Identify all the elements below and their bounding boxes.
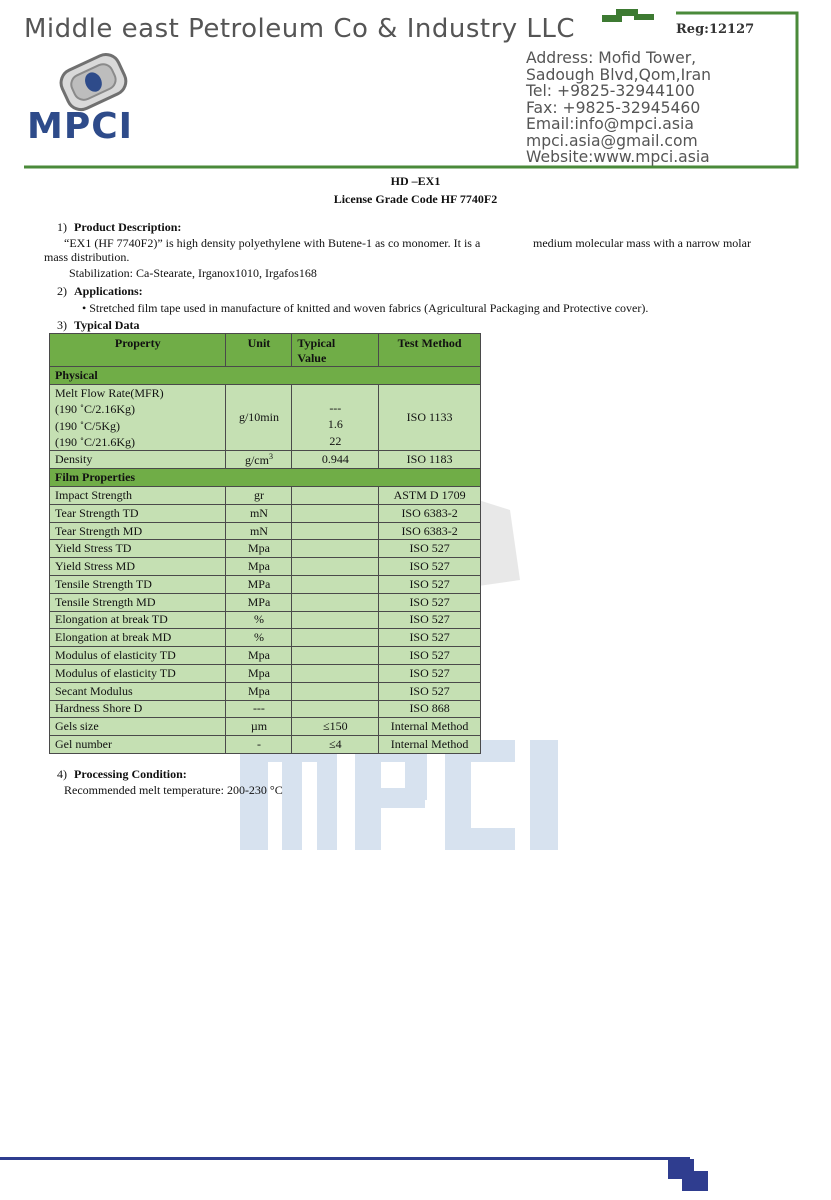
table-row-mfr bbox=[50, 384, 481, 451]
film-value bbox=[292, 576, 379, 594]
section-3-number: 3) bbox=[57, 318, 67, 332]
film-property: Gels size bbox=[50, 718, 226, 736]
film-property: Yield Stress TD bbox=[50, 540, 226, 558]
film-property: Gel number bbox=[50, 736, 226, 754]
film-unit: % bbox=[226, 629, 292, 647]
table-row bbox=[50, 558, 481, 576]
footer-rule bbox=[0, 1157, 690, 1160]
category-row-film bbox=[50, 469, 481, 487]
footer-decoration bbox=[664, 1155, 714, 1195]
density-unit: $g/cm^3$ bbox=[226, 451, 292, 469]
contact-website: Website:www.mpci.asia bbox=[526, 148, 710, 166]
film-value bbox=[292, 647, 379, 665]
film-property: Modulus of elasticity TD bbox=[50, 664, 226, 682]
table-row bbox=[50, 504, 481, 522]
film-unit: % bbox=[226, 611, 292, 629]
table-row bbox=[50, 540, 481, 558]
film-value bbox=[292, 611, 379, 629]
film-method: ISO 527 bbox=[379, 558, 481, 576]
film-unit: Mpa bbox=[226, 647, 292, 665]
film-unit: MPa bbox=[226, 593, 292, 611]
film-unit: Mpa bbox=[226, 540, 292, 558]
description-line-1a: “EX1 (HF 7740F2)” is high density polyethylene with Butene-1 as co monomer. It is a bbox=[64, 236, 481, 250]
film-property: Elongation at break TD bbox=[50, 611, 226, 629]
table-row bbox=[50, 682, 481, 700]
film-unit: gr bbox=[226, 487, 292, 505]
applications-bullet: • Stretched film tape used in manufacture of knitted and woven fabrics (Agricultural Packaging and Protective cover). bbox=[82, 301, 649, 315]
contact-fax: Fax: +9825-32945460 bbox=[526, 98, 701, 117]
film-method: ISO 6383-2 bbox=[379, 504, 481, 522]
density-method: ISO 1183 bbox=[379, 451, 481, 469]
density-property: Density bbox=[50, 451, 226, 469]
film-property: Tensile Strength TD bbox=[50, 576, 226, 594]
contact-address: Address: Mofid Tower, bbox=[526, 49, 697, 67]
film-method: ISO 527 bbox=[379, 576, 481, 594]
table-row bbox=[50, 611, 481, 629]
density-value: 0.944 bbox=[292, 451, 379, 469]
table-row bbox=[50, 487, 481, 505]
film-method: ISO 527 bbox=[379, 540, 481, 558]
table-row bbox=[50, 629, 481, 647]
table-row bbox=[50, 593, 481, 611]
film-property: Modulus of elasticity TD bbox=[50, 647, 226, 665]
section-1-number: 1) bbox=[57, 220, 67, 234]
section-2-heading: Applications: bbox=[74, 284, 143, 298]
category-film-label: Film Properties bbox=[50, 469, 481, 487]
film-property: Impact Strength bbox=[50, 487, 226, 505]
header-typical-value: Typical Value bbox=[292, 334, 379, 367]
table-row-density bbox=[50, 451, 481, 469]
film-value bbox=[292, 664, 379, 682]
mfr-method: ISO 1133 bbox=[379, 384, 481, 451]
film-method: ISO 868 bbox=[379, 700, 481, 718]
film-value bbox=[292, 629, 379, 647]
film-property: Tensile Strength MD bbox=[50, 593, 226, 611]
film-property: Secant Modulus bbox=[50, 682, 226, 700]
product-grade-title: HD –EX1 bbox=[390, 174, 441, 188]
film-unit: Mpa bbox=[226, 664, 292, 682]
table-row bbox=[50, 718, 481, 736]
header-test-method: Test Method bbox=[379, 334, 481, 367]
company-name: Middle east Petroleum Co & Industry LLC bbox=[24, 14, 576, 44]
header-unit: Unit bbox=[226, 334, 292, 367]
film-value bbox=[292, 504, 379, 522]
table-row bbox=[50, 647, 481, 665]
contact-email-alt: mpci.asia@gmail.com bbox=[526, 131, 698, 150]
film-value bbox=[292, 682, 379, 700]
film-method: ISO 527 bbox=[379, 682, 481, 700]
registration-number: Reg:12127 bbox=[676, 22, 755, 37]
film-method: Internal Method bbox=[379, 718, 481, 736]
film-unit: --- bbox=[226, 700, 292, 718]
film-method: ASTM D 1709 bbox=[379, 487, 481, 505]
film-method: ISO 527 bbox=[379, 647, 481, 665]
table-row bbox=[50, 522, 481, 540]
mfr-unit: g/10min bbox=[226, 384, 292, 451]
contact-email: Email:info@mpci.asia bbox=[526, 115, 694, 133]
table-row bbox=[50, 664, 481, 682]
film-value bbox=[292, 487, 379, 505]
film-unit: mN bbox=[226, 504, 292, 522]
contact-block bbox=[526, 50, 711, 166]
section-3-heading: Typical Data bbox=[74, 318, 140, 332]
contact-tel: Tel: +9825-32944100 bbox=[526, 82, 695, 100]
film-value bbox=[292, 540, 379, 558]
film-value bbox=[292, 558, 379, 576]
film-property: Tear Strength TD bbox=[50, 504, 226, 522]
film-unit: mN bbox=[226, 522, 292, 540]
film-unit: µm bbox=[226, 718, 292, 736]
film-unit: Mpa bbox=[226, 558, 292, 576]
film-value bbox=[292, 593, 379, 611]
film-value: ≤4 bbox=[292, 736, 379, 754]
film-method: ISO 527 bbox=[379, 664, 481, 682]
table-row bbox=[50, 736, 481, 754]
film-method: ISO 527 bbox=[379, 593, 481, 611]
section-4-number: 4) bbox=[57, 767, 67, 781]
film-value bbox=[292, 522, 379, 540]
film-unit: Mpa bbox=[226, 682, 292, 700]
description-line-1b: medium molecular mass with a narrow molar bbox=[533, 236, 751, 250]
film-property: Tear Strength MD bbox=[50, 522, 226, 540]
section-2-number: 2) bbox=[57, 284, 67, 298]
film-value: ≤150 bbox=[292, 718, 379, 736]
film-method: ISO 527 bbox=[379, 611, 481, 629]
license-grade-code: License Grade Code HF 7740F2 bbox=[333, 192, 498, 206]
category-physical-label: Physical bbox=[50, 367, 481, 385]
company-logo-text: MPCI bbox=[27, 106, 134, 147]
film-value bbox=[292, 700, 379, 718]
film-method: Internal Method bbox=[379, 736, 481, 754]
processing-text: Recommended melt temperature: 200-230 °C bbox=[64, 783, 283, 797]
category-row-physical bbox=[50, 367, 481, 385]
film-method: ISO 6383-2 bbox=[379, 522, 481, 540]
stabilization-text: Stabilization: Ca-Stearate, Irganox1010, Irgafos168 bbox=[69, 266, 317, 280]
section-1-heading: Product Description: bbox=[74, 220, 182, 234]
film-property: Yield Stress MD bbox=[50, 558, 226, 576]
table-row bbox=[50, 576, 481, 594]
film-unit: - bbox=[226, 736, 292, 754]
contact-address-street: Sadough Blvd,Qom,Iran bbox=[526, 65, 712, 84]
film-method: ISO 527 bbox=[379, 629, 481, 647]
mfr-values: --- 1.6 22 bbox=[292, 384, 379, 451]
mfr-property: Melt Flow Rate(MFR) (190 ˚C/2.16Kg) (190 ˚C/5Kg) (190 ˚C/21.6Kg) bbox=[50, 384, 226, 451]
table-row bbox=[50, 700, 481, 718]
header-property: Property bbox=[50, 334, 226, 367]
section-4-heading: Processing Condition: bbox=[74, 767, 187, 781]
table-header-row bbox=[50, 334, 481, 367]
film-unit: MPa bbox=[226, 576, 292, 594]
description-line-2: mass distribution. bbox=[44, 250, 130, 264]
typical-data-table bbox=[49, 333, 481, 754]
film-property: Hardness Shore D bbox=[50, 700, 226, 718]
film-property: Elongation at break MD bbox=[50, 629, 226, 647]
